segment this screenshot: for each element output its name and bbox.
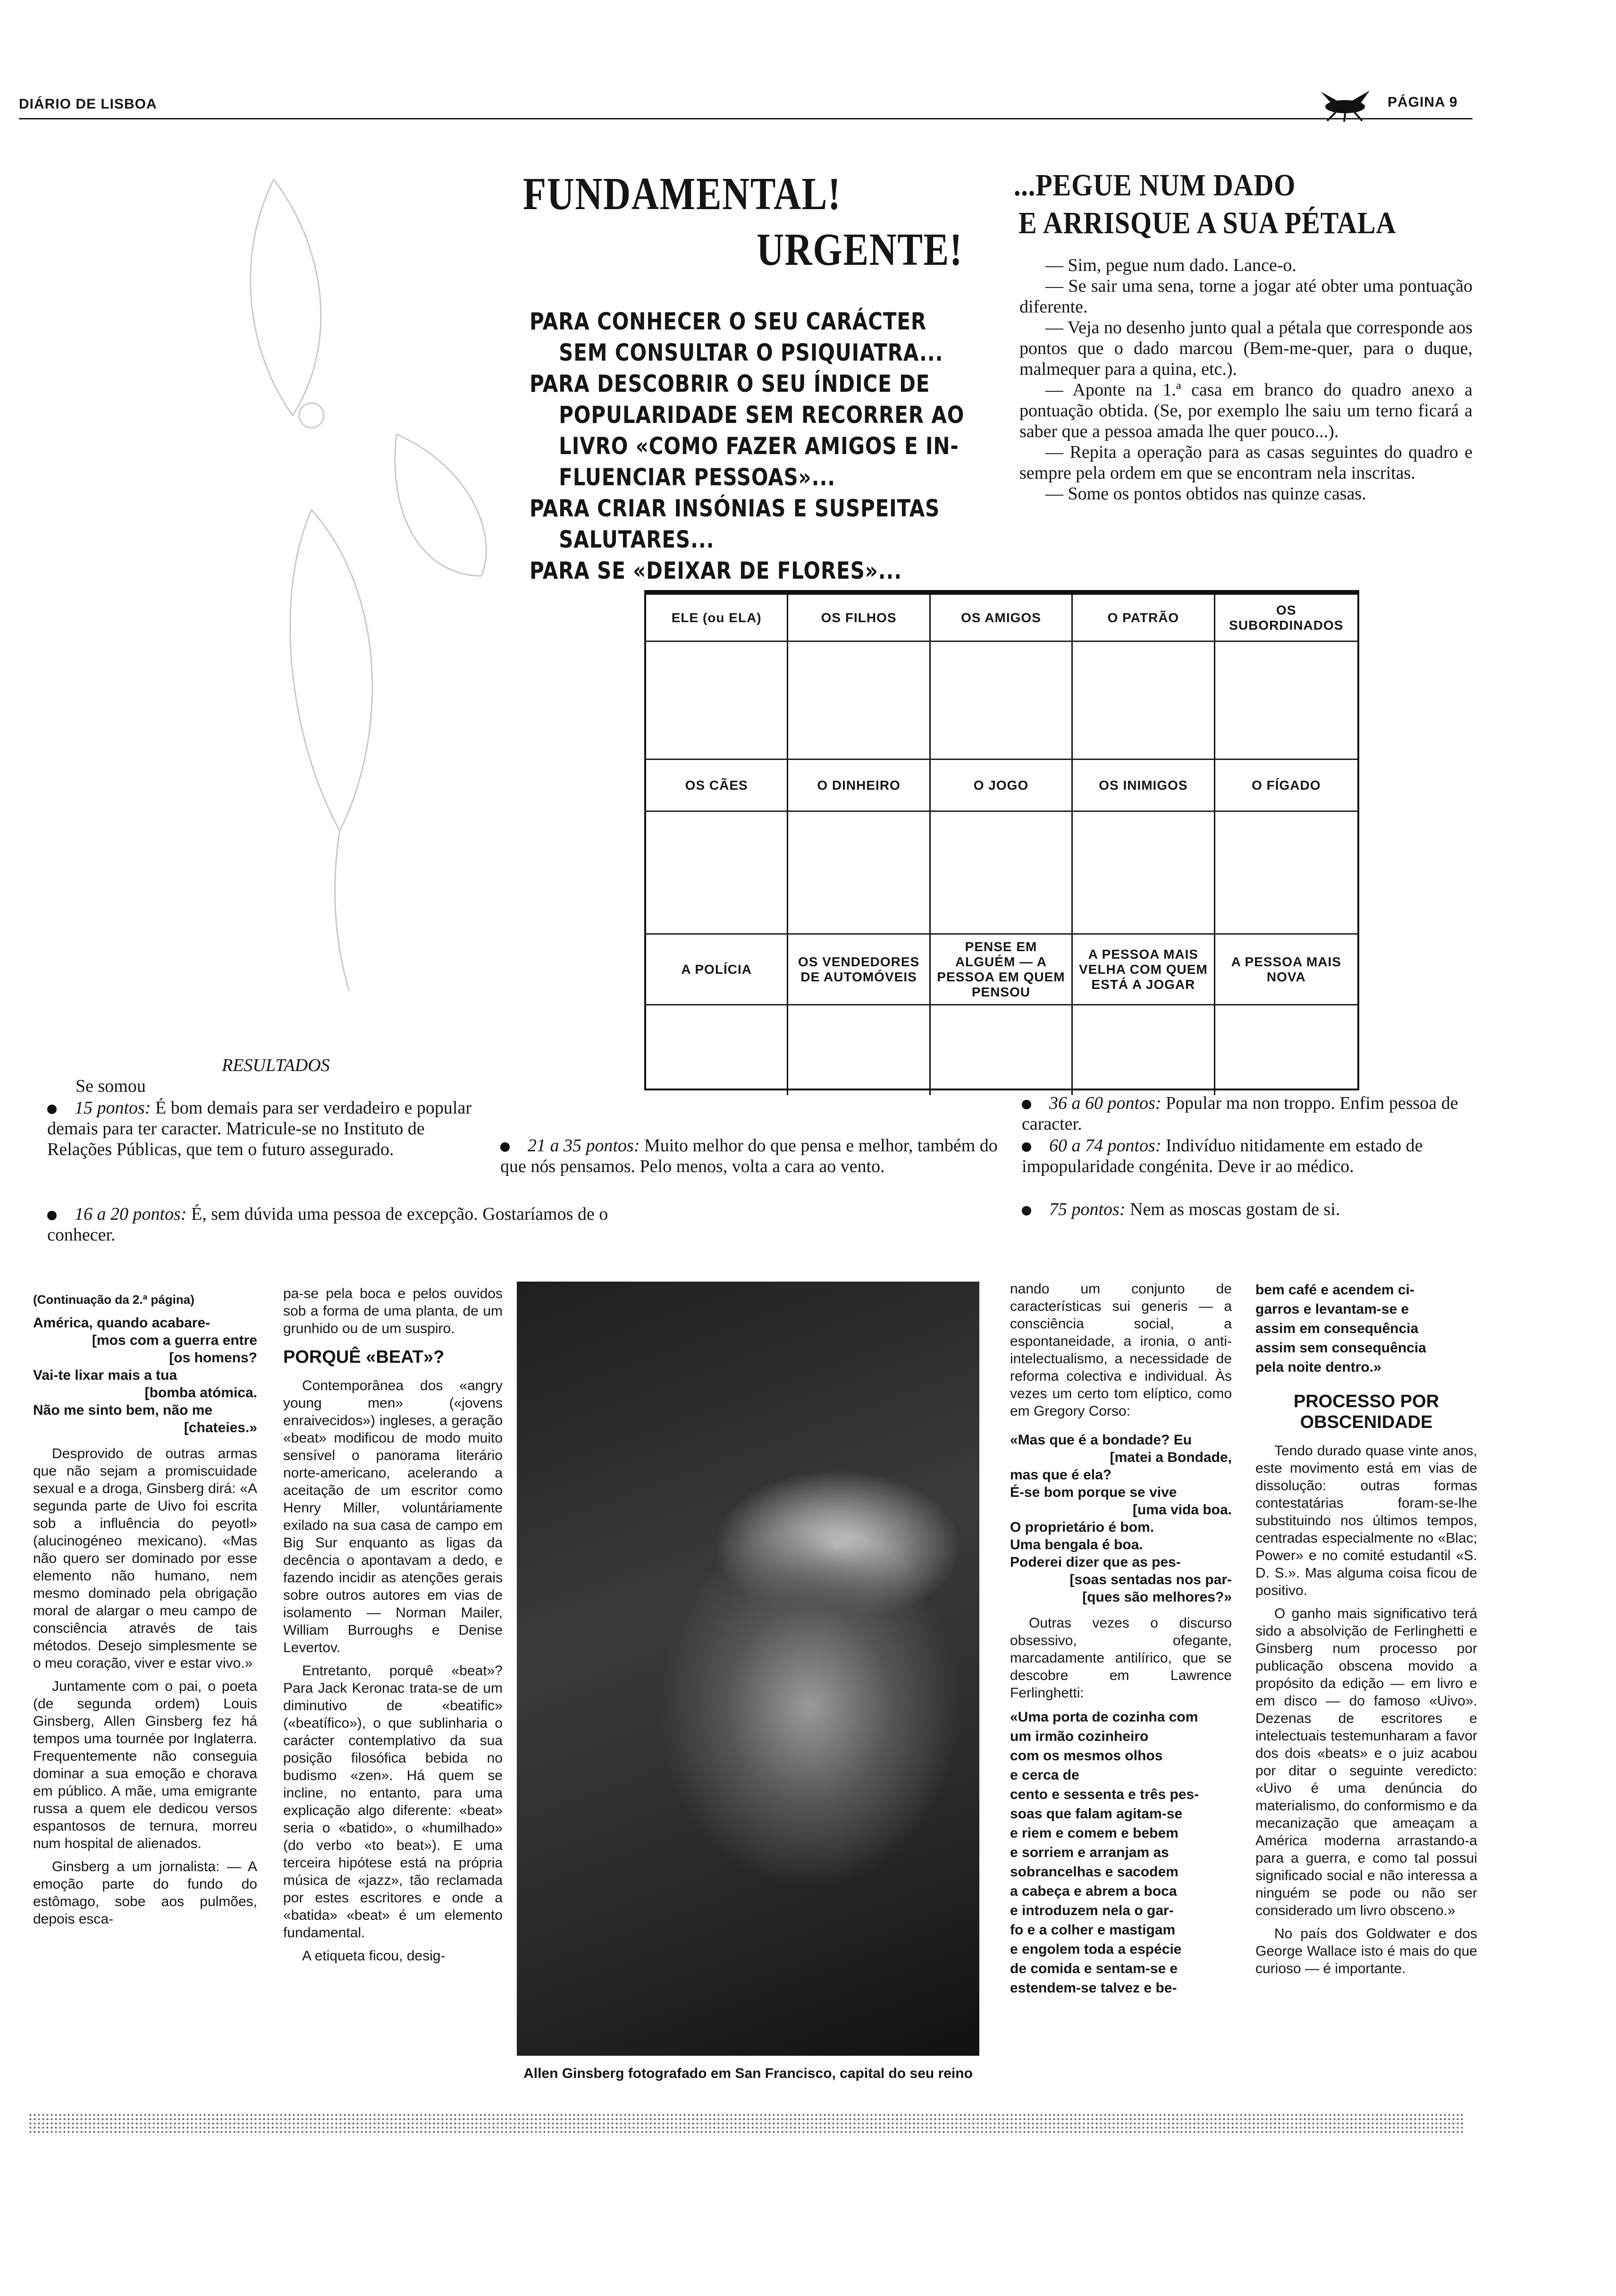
poem-line: [os homens?	[169, 1350, 257, 1366]
result-range: 21 a 35 pontos:	[528, 1136, 640, 1156]
result-item	[1022, 1093, 1470, 1134]
poem-line: É-se bom porque se vive	[1010, 1485, 1177, 1500]
poem-line: cento e sessenta e três pes-	[1010, 1787, 1199, 1802]
poem-line: e engolem toda a espécie	[1010, 1941, 1182, 1957]
grid-label: A POLÍCIA	[646, 935, 788, 1005]
grid-label: PENSE EM ALGUÉM — A PESSOA EM QUEM PENSOU	[931, 935, 1073, 1005]
poem-line: Não me sinto bem, não me	[33, 1402, 213, 1418]
result-item	[1022, 1199, 1470, 1220]
result-range: 16 a 20 pontos:	[75, 1204, 187, 1224]
grid-label: O FÍGADO	[1215, 760, 1357, 812]
poem-line: a cabeça e abrem a boca	[1010, 1883, 1177, 1899]
intro-line: SEM CONSULTAR O PSIQUIATRA...	[559, 339, 943, 366]
poem-line: [soas sentadas nos par-	[1069, 1572, 1232, 1587]
poem-ferlinghetti	[1010, 1707, 1232, 1998]
score-box[interactable]	[1215, 1005, 1357, 1095]
grid-label: A PESSOA MAIS VELHA COM QUEM ESTÁ A JOGAR	[1073, 935, 1215, 1005]
result-text: É, sem dúvida uma pessoa de excepção. Gostaríamos de o conhecer.	[47, 1204, 608, 1245]
article-paragraph: nando um conjunto de características sui generis — a consciência social, a espontaneidade, a ironia, o anti-intelectualismo, a necessidade de reforma colectiva e individual. Às vezes um certo tom elíptico, como em Gregory Corso:	[1010, 1281, 1232, 1419]
poem-line: [uma vida boa.	[1132, 1502, 1232, 1518]
instruction-text: — Veja no desenho junto qual a pétala que corresponde aos pontos que o dado marcou (Bem-me-quer, para o duque, malmequer para a quina, etc.).	[1019, 318, 1473, 379]
result-text: Muito melhor do que pensa e melhor, também do que nós pensamos. Pelo menos, volta a cara ao vento.	[500, 1136, 998, 1176]
result-item	[500, 1135, 1001, 1177]
score-box[interactable]	[788, 642, 930, 760]
poem-line: assim em consequência	[1255, 1321, 1419, 1336]
score-box[interactable]	[1073, 812, 1215, 935]
poem-line: fo e a colher e mastigam	[1010, 1922, 1176, 1938]
score-box[interactable]	[931, 1005, 1073, 1095]
article-column-1	[33, 1291, 257, 1933]
poem-line: mas que é ela?	[1010, 1467, 1112, 1483]
page-number: PÁGINA 9	[1388, 94, 1458, 110]
instructions	[1019, 255, 1473, 504]
poem-line: pela noite dentro.»	[1255, 1359, 1381, 1375]
article-paragraph: No país dos Goldwater e dos George Wallace isto é mais do que curioso — é importante.	[1255, 1926, 1477, 1976]
poem-corso	[1010, 1431, 1232, 1606]
fly-icon	[1317, 89, 1373, 122]
side-title-line1: ...PEGUE NUM DADO	[1014, 168, 1296, 203]
results	[47, 1055, 330, 1097]
article-paragraph: Tendo durado quase vinte anos, este movimento está em vias de dissolução: outras formas contestatárias foram-se-lhe substituindo nos últimos tempos, centradas especialmente no «Blac; Power» e no comité estudantil «S. D. S.». Mas alguma coisa ficou de positivo.	[1255, 1443, 1477, 1598]
bullet-icon	[47, 1211, 57, 1220]
score-box[interactable]	[788, 812, 930, 935]
intro-line: FLUENCIAR PESSOAS»...	[559, 464, 836, 491]
score-grid	[644, 590, 1359, 1090]
result-range: 60 a 74 pontos:	[1049, 1136, 1162, 1156]
score-box[interactable]	[646, 812, 788, 935]
section-heading-porque-beat: PORQUÊ «BEAT»?	[283, 1347, 445, 1367]
halftone-band	[28, 2113, 1463, 2136]
poem-line: assim sem consequência	[1255, 1340, 1426, 1356]
poem-line: bem café e acendem ci-	[1255, 1282, 1414, 1298]
result-text: Nem as moscas gostam de si.	[1130, 1199, 1340, 1219]
article-paragraph: Entretanto, porquê «beat»? Para Jack Keronac trata-se de um diminutivo de «beatific» («beatífico»), o que sublinharia o carácter contemplativo da sua posição filosófica bebida no budismo «zen». Há quem se incline, no entanto, para uma explicação algo diferente: «beat» seria o «batido», o «humilhado» (do verbo «to beat»). E uma terceira hipótese está na própria música de «jazz», tão reclamada por estes escritores e onde a «batida» «beat» é um elemento fundamental.	[283, 1663, 503, 1941]
grid-label: ELE (ou ELA)	[646, 595, 788, 642]
poem-line: e riem e comem e bebem	[1010, 1825, 1178, 1841]
score-box[interactable]	[931, 642, 1073, 760]
score-box[interactable]	[931, 812, 1073, 935]
grid-label: O PATRÃO	[1073, 595, 1215, 642]
article-paragraph: Ginsberg a um jornalista: — A emoção parte do fundo do estômago, sobe aos pulmões, depois esca-	[33, 1859, 257, 1927]
poem-ferlinghetti-end	[1255, 1280, 1477, 1377]
quiz-title-urgente: URGENTE!	[757, 224, 963, 275]
poem-line: Vai-te lixar mais a tua	[33, 1367, 177, 1383]
intro-line: PARA SE «DEIXAR DE FLORES»...	[530, 557, 902, 584]
poem-line: um irmão cozinheiro	[1010, 1729, 1149, 1744]
article-column-2	[283, 1285, 503, 1970]
poem-line: soas que falam agitam-se	[1010, 1806, 1183, 1822]
results-intro: Se somou	[76, 1076, 146, 1096]
bullet-icon	[1022, 1206, 1031, 1216]
grid-label: OS SUBORDINADOS	[1215, 595, 1357, 642]
bullet-icon	[1022, 1100, 1031, 1109]
instruction-text: — Repita a operação para as casas seguintes do quadro e sempre pela ordem em que se encontram nela inscritas.	[1019, 442, 1473, 483]
poem-line: «Mas que é a bondade? Eu	[1010, 1432, 1192, 1448]
bullet-icon	[47, 1105, 57, 1114]
flower-drawing	[217, 170, 510, 996]
poem-line: Uma bengala é boa.	[1010, 1537, 1143, 1553]
poem-line: América, quando acabare-	[33, 1315, 210, 1331]
poem-line: Poderei dizer que as pes-	[1010, 1554, 1181, 1570]
poem-line: garros e levantam-se e	[1255, 1301, 1409, 1317]
poem-line: e introduzem nela o gar-	[1010, 1903, 1174, 1918]
bullet-icon	[1022, 1142, 1031, 1152]
score-box[interactable]	[1215, 812, 1357, 935]
result-text: Popular ma non troppo. Enfim pessoa de caracter.	[1022, 1093, 1458, 1134]
article-paragraph: Outras vezes o discurso obsessivo, ofegante, marcadamente antilírico, que se descobre em Lawrence Ferlinghetti:	[1010, 1615, 1232, 1701]
article-paragraph: Desprovido de outras armas que não sejam a promiscuidade sexual e a droga, Ginsberg dirá: «A segunda parte de Uivo foi escrita sob a influência do peyotl» (alucinogéneo mexicano). «Mas não quero ser dominado por esse elemento não humano, nem mesmo dominado pela obrigação moral de alargar o meu campo de consciência através de tais métodos. Desejo simplesmente se o meu coração, viver e estar vivo.»	[33, 1446, 257, 1671]
poem-line: estendem-se talvez e be-	[1010, 1980, 1177, 1996]
score-box[interactable]	[1073, 642, 1215, 760]
results-title: RESULTADOS	[222, 1055, 330, 1075]
article-column-3	[1010, 1280, 1232, 2006]
instruction-text: — Se sair uma sena, torne a jogar até obter uma pontuação diferente.	[1019, 276, 1473, 317]
poem-line: sobrancelhas e sacodem	[1010, 1864, 1178, 1880]
result-range: 36 a 60 pontos:	[1049, 1093, 1162, 1113]
poem-line: «Uma porta de cozinha com	[1010, 1709, 1198, 1725]
result-range: 75 pontos:	[1049, 1199, 1126, 1219]
score-box[interactable]	[788, 1005, 930, 1095]
instruction-text: — Aponte na 1.ª casa em branco do quadro anexo a pontuação obtida. (Se, por exemplo lhe saiu um terno ficará a saber que a pessoa amada lhe quer pouco...).	[1019, 380, 1473, 441]
result-range: 15 pontos:	[75, 1098, 151, 1118]
intro-line: POPULARIDADE SEM RECORRER AO	[559, 401, 965, 429]
section-heading-processo: PROCESSO POR OBSCENIDADE	[1293, 1392, 1439, 1432]
poem-america	[33, 1314, 257, 1436]
photo-caption: Allen Ginsberg fotografado em San Francisco, capital do seu reino	[523, 2066, 973, 2081]
result-text: É bom demais para ser verdadeiro e popular demais para ter caracter. Matricule-se no Instituto de Relações Públicas, que tem o futuro assegurado.	[47, 1098, 472, 1159]
article-paragraph: pa-se pela boca e pelos ouvidos sob a forma de uma planta, de um grunhido ou de um suspiro.	[283, 1286, 503, 1336]
score-box[interactable]	[1073, 1005, 1215, 1095]
grid-label: OS FILHOS	[788, 595, 930, 642]
result-item	[47, 1097, 491, 1160]
article-paragraph: Juntamente com o pai, o poeta (de segunda ordem) Louis Ginsberg, Allen Ginsberg fez há tempos uma tournée por Inglaterra. Frequentemente não conseguia dominar a sua emoção e chorava em público. A mãe, uma emigrante russa a quem ele dedicou versos espantosos de ternura, morreu num hospital de alienados.	[33, 1679, 257, 1851]
quiz-title-fundamental: FUNDAMENTAL!	[523, 169, 842, 219]
intro-line: SALUTARES...	[559, 526, 715, 553]
score-box[interactable]	[1215, 642, 1357, 760]
poem-line: [chateies.»	[184, 1420, 257, 1435]
intro-line: PARA CONHECER O SEU CARÁCTER	[530, 308, 927, 335]
article-column-4	[1255, 1280, 1477, 1983]
intro-line: PARA CRIAR INSÓNIAS E SUSPEITAS	[530, 495, 940, 522]
grid-label: O DINHEIRO	[788, 760, 930, 812]
bullet-icon	[500, 1142, 510, 1152]
grid-label: OS VENDEDORES DE AUTOMÓVEIS	[788, 935, 930, 1005]
side-title-line2: E ARRISQUE A SUA PÉTALA	[1018, 206, 1397, 240]
score-box[interactable]	[646, 1005, 788, 1095]
poem-line: O proprietário é bom.	[1010, 1519, 1154, 1535]
score-box[interactable]	[646, 642, 788, 760]
grid-label: OS INIMIGOS	[1073, 760, 1215, 812]
result-text: Indivíduo nitidamente em estado de impopularidade congénita. Deve ir ao médico.	[1022, 1136, 1423, 1176]
grid-label: O JOGO	[931, 760, 1073, 812]
poem-line: [bomba atómica.	[144, 1385, 257, 1401]
poem-line: [ques são melhores?»	[1082, 1589, 1232, 1605]
grid-label: OS AMIGOS	[931, 595, 1073, 642]
poem-line: [mos com a guerra entre	[92, 1333, 257, 1348]
poem-line: com os mesmos olhos	[1010, 1748, 1163, 1764]
grid-label: A PESSOA MAIS NOVA	[1215, 935, 1357, 1005]
poem-line: e sorriem e arranjam as	[1010, 1845, 1169, 1860]
article-paragraph: Contemporânea dos «angry young men» («jovens enraivecidos») ingleses, a geração «beat» modificou de modo muito sensível o panorama literário norte-americano, acelerando a aceitação de um escritor como Henry Miller, voluntáriamente exilado na sua casa de campo em Big Sur enquanto as ligas da decência o apontavam a dedo, e fazendo incidir as atenções gerais sobre outros autores em vias de isolamento — Norman Mailer, William Burroughs e Denise Levertov.	[283, 1378, 503, 1655]
intro-line: LIVRO «COMO FAZER AMIGOS E IN-	[559, 432, 959, 460]
instruction-text: — Some os pontos obtidos nas quinze casas.	[1045, 484, 1366, 504]
instruction-text: — Sim, pegue num dado. Lance-o.	[1045, 255, 1296, 275]
article-paragraph: A etiqueta ficou, desig-	[302, 1948, 446, 1964]
intro-line: PARA DESCOBRIR O SEU ÍNDICE DE	[530, 370, 930, 397]
result-item	[47, 1204, 675, 1245]
article-paragraph: O ganho mais significativo terá sido a absolvição de Ferlinghetti e Ginsberg num processo por publicação obscena movido a propósito da edição — em livro e em disco — do famoso «Uivo». Dezenas de escritores e intelectuais testemunharam a favor dos dois «beats» e o juiz acabou por ditar o seguinte veredicto: «Uivo é uma denúncia do materialismo, do conformismo e da mecanização que ameaçam a América moderna arrastando-a para a guerra, e como tal possui significado social e não interessa a ninguém se pode ou não ser considerado um livro obsceno.»	[1255, 1606, 1477, 1918]
result-item	[1022, 1135, 1470, 1177]
poem-line: [matei a Bondade,	[1110, 1450, 1232, 1465]
header-rule	[19, 118, 1473, 119]
continuation-note: (Continuação da 2.ª página)	[33, 1292, 194, 1307]
quiz-intro	[530, 306, 1047, 586]
poem-line: de comida e sentam-se e	[1010, 1961, 1178, 1976]
newspaper-name: DIÁRIO DE LISBOA	[19, 96, 157, 112]
grid-label: OS CÃES	[646, 760, 788, 812]
poem-line: e cerca de	[1010, 1767, 1079, 1783]
photo-ginsberg	[517, 1282, 979, 2056]
